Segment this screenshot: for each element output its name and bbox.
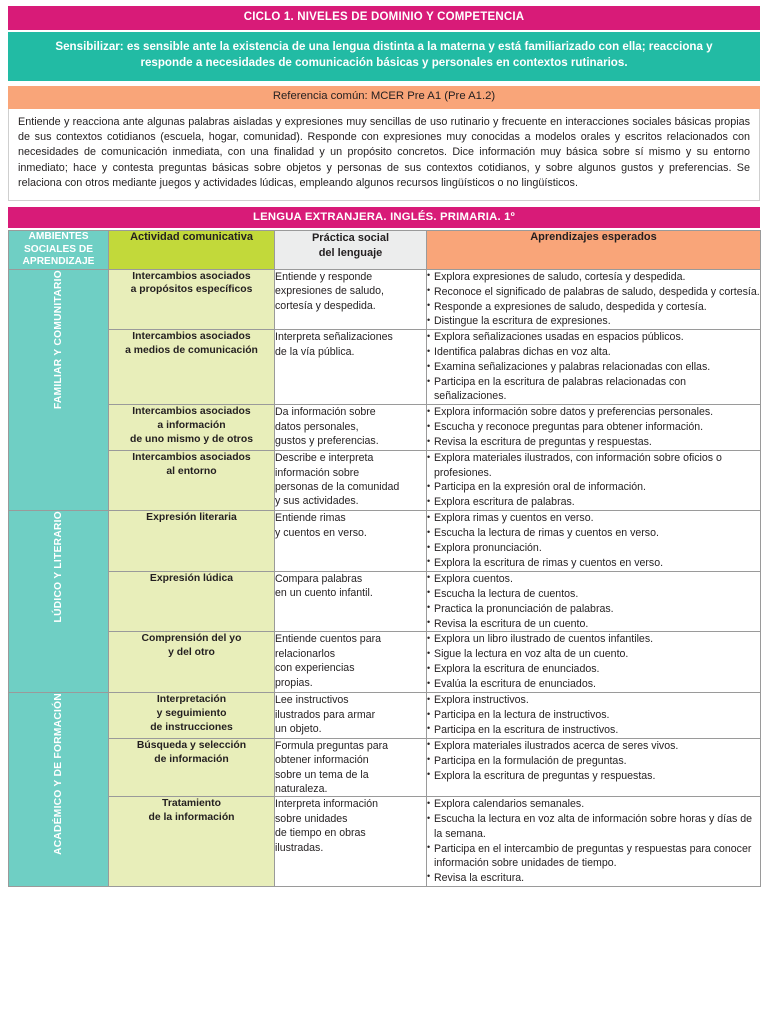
practica-line: Lee instructivos xyxy=(275,694,349,707)
ambientes-header-line-1: AMBIENTES xyxy=(28,231,89,243)
actividad-line: Interpretación xyxy=(156,694,227,706)
table-row xyxy=(9,405,761,451)
actividad-comunicativa-cell xyxy=(109,571,275,632)
column-header-ambientes xyxy=(9,231,109,269)
practica-line: de tiempo en obras xyxy=(275,827,366,840)
aprendizajes-esperados-cell xyxy=(427,571,761,632)
aprendizajes-list xyxy=(427,511,760,570)
practica-line: ilustrados para armar xyxy=(275,708,376,721)
actividad-line: Expresión literaria xyxy=(146,512,237,524)
actividad-line: Comprensión del yo xyxy=(141,633,242,645)
actividad-comunicativa-cell xyxy=(109,797,275,886)
aprendizaje-item: • Explora un libro ilustrado de cuentos infantiles. xyxy=(427,632,760,646)
actividad-line: de la información xyxy=(148,812,235,824)
sensibilizar-banner: Sensibilizar: es sensible ante la existencia de una lengua distinta a la materna y está familiarizado con ella; reacciona y responde a necesidades de comunicación básicas y personales en contextos rutinarios. xyxy=(8,32,760,82)
practica-line: Entiende cuentos para xyxy=(275,633,382,646)
aprendizajes-esperados-cell xyxy=(427,451,761,511)
practica-social-cell xyxy=(275,405,427,451)
actividad-line: Intercambios asociados xyxy=(132,270,251,282)
aprendizaje-item: • Escucha la lectura de cuentos. xyxy=(427,587,760,601)
table-header-row xyxy=(9,231,761,269)
ambiente-label-cell xyxy=(9,511,109,693)
practica-header-line-2: del lenguaje xyxy=(318,246,383,259)
actividad-comunicativa-cell xyxy=(109,269,275,330)
aprendizajes-esperados-cell xyxy=(427,330,761,405)
aprendizajes-list xyxy=(427,632,760,691)
aprendizaje-item: • Identifica palabras dichas en voz alta. xyxy=(427,345,760,359)
actividad-line: Intercambios asociados xyxy=(132,331,251,343)
aprendizaje-item: • Examina señalizaciones y palabras relacionadas con ellas. xyxy=(427,360,760,374)
aprendizaje-item: • Evalúa la escritura de enunciados. xyxy=(427,677,760,691)
practica-line: sobre unidades xyxy=(275,812,348,825)
aprendizaje-item: • Explora expresiones de saludo, cortesía y despedida. xyxy=(427,270,760,284)
actividad-line: Intercambios asociados xyxy=(132,452,251,464)
aprendizaje-item: • Escucha y reconoce preguntas para obtener información. xyxy=(427,420,760,434)
aprendizaje-item: • Escucha la lectura de rimas y cuentos en verso. xyxy=(427,526,760,540)
aprendizaje-item: • Revisa la escritura. xyxy=(427,871,760,885)
ambientes-header-line-2: SOCIALES DE xyxy=(23,243,94,255)
aprendizaje-item: • Explora señalizaciones usadas en espacios públicos. xyxy=(427,330,760,344)
actividad-comunicativa-cell xyxy=(109,693,275,739)
practica-social-cell xyxy=(275,269,427,330)
practica-line: personas de la comunidad xyxy=(275,480,400,493)
actividad-line: y del otro xyxy=(168,647,215,659)
aprendizajes-list xyxy=(427,572,760,631)
aprendizaje-item: • Explora instructivos. xyxy=(427,693,760,707)
table-row xyxy=(9,571,761,632)
actividad-line: y seguimiento xyxy=(156,707,227,719)
table-row xyxy=(9,451,761,511)
aprendizaje-item: • Explora la escritura de preguntas y respuestas. xyxy=(427,769,760,783)
column-header-aprendizajes: Aprendizajes esperados xyxy=(427,231,761,269)
column-header-practica xyxy=(275,231,427,269)
actividad-line: al entorno xyxy=(166,465,217,477)
aprendizajes-list xyxy=(427,405,760,449)
table-row xyxy=(9,511,761,572)
aprendizajes-esperados-cell xyxy=(427,405,761,451)
aprendizaje-item: • Participa en la formulación de preguntas. xyxy=(427,754,760,768)
aprendizajes-esperados-cell xyxy=(427,511,761,572)
aprendizaje-item: • Explora escritura de palabras. xyxy=(427,495,760,509)
aprendizaje-item: • Sigue la lectura en voz alta de un cuento. xyxy=(427,647,760,661)
aprendizaje-item: • Participa en la lectura de instructivos. xyxy=(427,708,760,722)
actividad-line: Intercambios asociados xyxy=(132,406,251,418)
practica-line: datos personales, xyxy=(275,420,359,433)
aprendizajes-list xyxy=(427,797,760,885)
practica-line: un objeto. xyxy=(275,722,322,735)
aprendizaje-item: • Revisa la escritura de preguntas y respuestas. xyxy=(427,435,760,449)
practica-line: Compara palabras xyxy=(275,572,363,585)
practica-line: Interpreta señalizaciones xyxy=(275,331,393,344)
table-body xyxy=(9,269,761,886)
actividad-line: de uno mismo y de otros xyxy=(130,433,253,445)
aprendizaje-item: • Participa en la escritura de instructivos. xyxy=(427,723,760,737)
aprendizaje-item: • Explora rimas y cuentos en verso. xyxy=(427,511,760,525)
practica-line: de la vía pública. xyxy=(275,345,355,358)
practica-social-cell xyxy=(275,511,427,572)
aprendizaje-item: • Participa en la escritura de palabras relacionadas con señalizaciones. xyxy=(427,375,760,404)
practica-line: y sus actividades. xyxy=(275,495,359,508)
aprendizajes-esperados-cell xyxy=(427,269,761,330)
practica-line: información sobre xyxy=(275,466,360,479)
practica-line: expresiones de saludo, xyxy=(275,285,384,298)
column-header-actividad: Actividad comunicativa xyxy=(109,231,275,269)
practica-line: gustos y preferencias. xyxy=(275,435,379,448)
aprendizajes-esperados-cell xyxy=(427,797,761,886)
aprendizaje-item: • Explora la escritura de rimas y cuentos en verso. xyxy=(427,556,760,570)
table-row xyxy=(9,738,761,797)
practica-line: Interpreta información xyxy=(275,798,379,811)
descripcion-paragraph: Entiende y reacciona ante algunas palabras aisladas y expresiones muy sencillas de uso rutinario y frecuente en interacciones sociales básicas propias de sus contextos cotidianos (escuela, hogar, comunidad). Responde con expresiones muy conocidas a modelos orales y escritos relacionados con necesidades de comunicación inmediata, con una finalidad y un propósito concretos. Dice información muy básica sobre sí mismo y su entorno inmediato; hace y contesta preguntas básicas sobre objetos y personas de sus contextos cotidianos, y sobre algunos gustos y preferencias. Se relaciona con otros mediante juegos y actividades lúdicas, empleando algunos recursos lingüísticos o no lingüísticos. xyxy=(8,109,760,202)
aprendizajes-esperados-cell xyxy=(427,693,761,739)
aprendizaje-item: • Explora cuentos. xyxy=(427,572,760,586)
actividad-line: de instrucciones xyxy=(150,721,233,733)
practica-line: Formula preguntas para xyxy=(275,739,389,752)
actividad-line: a medios de comunicación xyxy=(125,345,258,357)
practica-line: ilustradas. xyxy=(275,841,324,854)
aprendizajes-list xyxy=(427,330,760,404)
practica-line: Entiende y responde xyxy=(275,270,373,283)
actividad-line: a información xyxy=(157,420,226,432)
aprendizaje-item: • Responde a expresiones de saludo, despedida y cortesía. xyxy=(427,300,760,314)
aprendizajes-list xyxy=(427,693,760,737)
ambiente-label: LÚDICO Y LITERARIO xyxy=(53,511,64,623)
actividad-comunicativa-cell xyxy=(109,738,275,797)
practica-line: Describe e interpreta xyxy=(275,452,374,465)
practica-social-cell xyxy=(275,571,427,632)
ambiente-label: FAMILIAR Y COMUNITARIO xyxy=(53,269,64,409)
practica-social-cell xyxy=(275,330,427,405)
curriculum-table xyxy=(8,230,761,886)
practica-social-cell xyxy=(275,693,427,739)
aprendizaje-item: • Practica la pronunciación de palabras. xyxy=(427,602,760,616)
practica-social-cell xyxy=(275,738,427,797)
aprendizajes-list xyxy=(427,739,760,783)
practica-line: y cuentos en verso. xyxy=(275,526,367,539)
aprendizaje-item: • Explora calendarios semanales. xyxy=(427,797,760,811)
aprendizaje-item: • Explora pronunciación. xyxy=(427,541,760,555)
practica-social-cell xyxy=(275,797,427,886)
practica-line: obtener información xyxy=(275,754,369,767)
ambiente-label: ACADÉMICO Y DE FORMACIÓN xyxy=(53,693,64,856)
aprendizaje-item: • Distingue la escritura de expresiones. xyxy=(427,314,760,328)
aprendizaje-item: • Explora materiales ilustrados, con información sobre oficios o profesiones. xyxy=(427,451,760,480)
practica-line: Da información sobre xyxy=(275,406,376,419)
practica-line: relacionarlos xyxy=(275,647,336,660)
aprendizaje-item: • Participa en el intercambio de preguntas y respuestas para conocer información sobre unidades de tiempo. xyxy=(427,842,760,871)
lengua-extranjera-banner: LENGUA EXTRANJERA. INGLÉS. PRIMARIA. 1º xyxy=(8,207,760,228)
aprendizaje-item: • Explora materiales ilustrados acerca de seres vivos. xyxy=(427,739,760,753)
practica-line: en un cuento infantil. xyxy=(275,587,373,600)
aprendizajes-esperados-cell xyxy=(427,632,761,693)
table-row xyxy=(9,693,761,739)
practica-line: Entiende rimas xyxy=(275,512,346,525)
table-row xyxy=(9,632,761,693)
table-row xyxy=(9,269,761,330)
aprendizaje-item: • Revisa la escritura de un cuento. xyxy=(427,617,760,631)
actividad-line: a propósitos específicos xyxy=(130,284,253,296)
actividad-comunicativa-cell xyxy=(109,632,275,693)
aprendizajes-list xyxy=(427,451,760,510)
practica-line: propias. xyxy=(275,676,313,689)
referencia-comun-banner: Referencia común: MCER Pre A1 (Pre A1.2) xyxy=(8,86,760,109)
actividad-comunicativa-cell xyxy=(109,511,275,572)
aprendizaje-item: • Escucha la lectura en voz alta de información sobre horas y días de la semana. xyxy=(427,812,760,841)
aprendizaje-item: • Reconoce el significado de palabras de saludo, despedida y cortesía. xyxy=(427,285,760,299)
table-row xyxy=(9,797,761,886)
practica-line: sobre un tema de la xyxy=(275,768,369,781)
actividad-comunicativa-cell xyxy=(109,405,275,451)
actividad-line: Búsqueda y selección xyxy=(136,739,247,751)
ambientes-header-line-3: APRENDIZAJE xyxy=(22,256,95,268)
actividad-line: Expresión lúdica xyxy=(149,572,234,584)
aprendizaje-item: • Participa en la expresión oral de información. xyxy=(427,480,760,494)
practica-line: cortesía y despedida. xyxy=(275,299,376,312)
practica-line: naturaleza. xyxy=(275,783,328,796)
actividad-line: de información xyxy=(154,753,229,765)
aprendizajes-esperados-cell xyxy=(427,738,761,797)
actividad-comunicativa-cell xyxy=(109,330,275,405)
table-row xyxy=(9,330,761,405)
practica-social-cell xyxy=(275,451,427,511)
aprendizaje-item: • Explora la escritura de enunciados. xyxy=(427,662,760,676)
practica-social-cell xyxy=(275,632,427,693)
actividad-line: Tratamiento xyxy=(162,798,221,810)
practica-header-line-1: Práctica social xyxy=(311,232,390,245)
practica-line: con experiencias xyxy=(275,662,355,675)
ambiente-label-cell xyxy=(9,693,109,887)
actividad-comunicativa-cell xyxy=(109,451,275,511)
ambiente-label-cell xyxy=(9,269,109,511)
aprendizajes-list xyxy=(427,270,760,329)
cycle-title-banner: CICLO 1. NIVELES DE DOMINIO Y COMPETENCIA xyxy=(8,6,760,30)
aprendizaje-item: • Explora información sobre datos y preferencias personales. xyxy=(427,405,760,419)
